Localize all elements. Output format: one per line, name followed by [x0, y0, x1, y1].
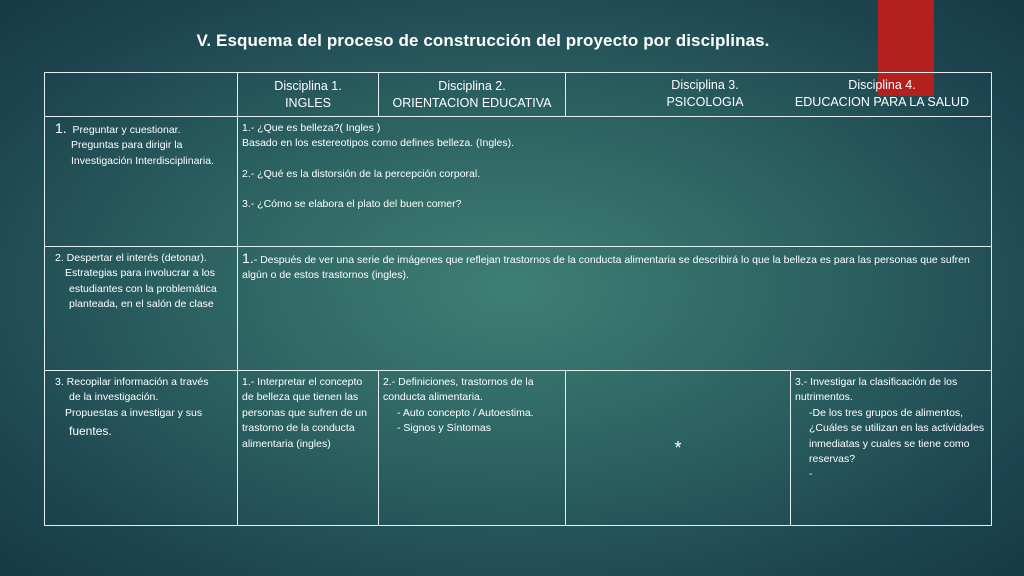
- row2-label-cell: [45, 247, 238, 371]
- header-row: [45, 73, 992, 117]
- row3-salud-3: -: [809, 468, 813, 481]
- row3-orientacion-2: - Auto concepto / Autoestima.: [397, 406, 534, 419]
- header-psicologia-salud: [566, 73, 992, 117]
- row3-desc-2: fuentes.: [69, 424, 112, 439]
- header-salud: [782, 77, 982, 111]
- table-row: [45, 371, 992, 526]
- row3-orientacion-3: - Signos y Síntomas: [397, 422, 491, 435]
- row3-title-1: 3. Recopilar información a través: [55, 376, 209, 388]
- row1-number: 1.: [55, 120, 67, 136]
- table-row: [45, 117, 992, 247]
- header-d2-name: ORIENTACION EDUCATIVA: [392, 95, 552, 110]
- header-d1-label: Disciplina 1.: [274, 78, 342, 93]
- header-psicologia: [640, 77, 770, 111]
- row3-orientacion-cell: [379, 371, 566, 526]
- header-d3-name: PSICOLOGIA: [666, 95, 744, 109]
- row1-label-cell: [45, 117, 238, 247]
- row2-content-cell: [238, 247, 992, 371]
- row2-content-text: - Después de ver una serie de imágenes que reflejan trastornos de la conducta alimentaria se describirá lo que la belleza es para las personas que sufren algún o de estos trastornos (ingles).: [242, 254, 970, 282]
- header-d4-label: Disciplina 4.: [848, 78, 916, 92]
- row1-q1-desc: Basado en los estereotipos como defines belleza. (Ingles).: [242, 137, 514, 150]
- header-d3-label: Disciplina 3.: [671, 78, 739, 92]
- row2-content-number: 1.: [242, 250, 254, 266]
- row3-ingles-text: 1.- Interpretar el concepto de belleza que tienen las personas que sufren de un trastorno de la conducta alimentaria (ingles): [242, 376, 367, 450]
- row3-psicologia-cell: [566, 371, 791, 526]
- row3-orientacion-1: 2.- Definiciones, trastornos de la conducta alimentaria.: [383, 376, 534, 404]
- header-ingles: [238, 73, 379, 117]
- header-corner-cell: [45, 73, 238, 117]
- row1-q1-title: 1.- ¿Que es belleza?( Ingles ): [242, 122, 381, 134]
- row2-desc-3: planteada, en el salón de clase: [69, 298, 214, 311]
- page-title: V. Esquema del proceso de construcción del proyecto por disciplinas.: [196, 31, 770, 50]
- row1-q3: 3.- ¿Cómo se elabora el plato del buen comer?: [242, 198, 462, 211]
- row3-title-2: de la investigación.: [69, 391, 159, 404]
- row2-desc-1: Estrategias para involucrar a los: [65, 267, 215, 280]
- header-d4-name: EDUCACION PARA LA SALUD: [794, 95, 970, 109]
- row3-label-cell: [45, 371, 238, 526]
- row1-content-cell: [238, 117, 992, 247]
- header-d1-name: INGLES: [285, 95, 331, 110]
- row1-desc-2: Investigación Interdisciplinaria.: [71, 154, 214, 167]
- header-orientacion: [379, 73, 566, 117]
- discipline-table: [44, 72, 992, 526]
- row1-title-text: Preguntar y cuestionar.: [72, 124, 181, 136]
- row3-salud-1: 3.- Investigar la clasificación de los nutrimentos.: [795, 376, 958, 404]
- table-row: [45, 247, 992, 371]
- row1-desc-1: Preguntas para dirigir la: [71, 139, 183, 152]
- row3-ingles-cell: [238, 371, 379, 526]
- row1-title: [55, 121, 233, 138]
- row1-q2: 2.- ¿Qué es la distorsión de la percepción corporal.: [242, 167, 481, 180]
- row2-desc-2: estudiantes con la problemática: [69, 282, 217, 295]
- row3-salud-cell: [791, 371, 992, 526]
- row3-salud-2: -De los tres grupos de alimentos, ¿Cuáles se utilizan en las actividades inmediatas y cuales se tiene como reservas?: [809, 406, 985, 466]
- row3-psicologia-mark: *: [674, 438, 682, 459]
- row2-title: 2. Despertar el interés (detonar).: [55, 252, 207, 264]
- header-d2-label: Disciplina 2.: [438, 78, 506, 93]
- row3-desc-1: Propuestas a investigar y sus: [65, 406, 203, 419]
